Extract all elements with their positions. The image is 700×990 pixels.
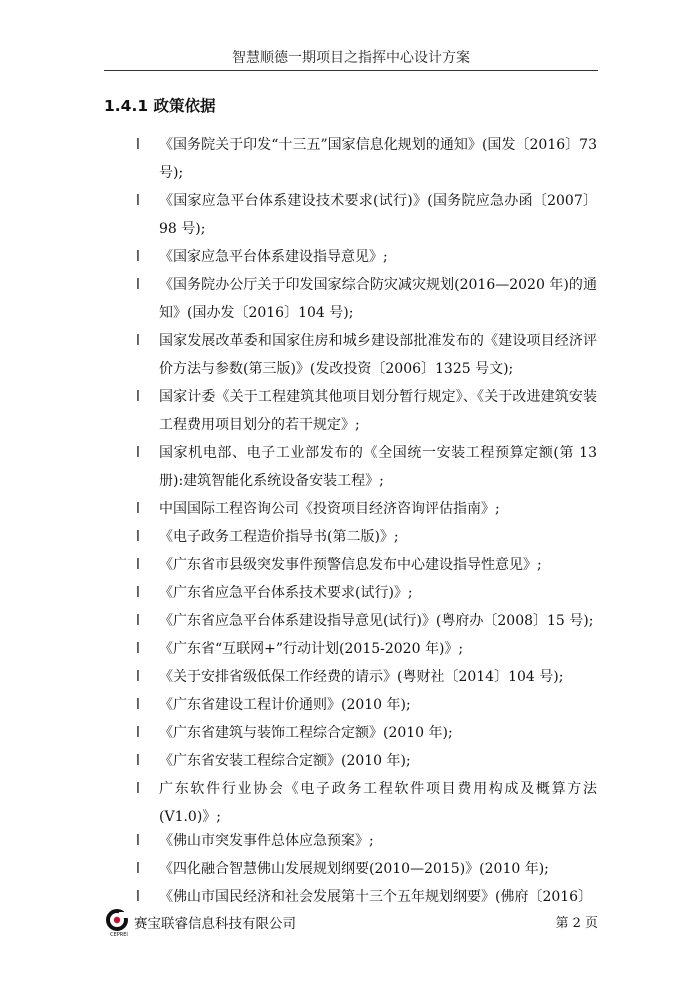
list-item-text: 中国国际工程咨询公司《投资项目经济咨询评估指南》; [159, 501, 500, 517]
bullet-marker: l [136, 641, 140, 657]
list-item-text: 《国家应急平台体系建设技术要求(试行)》(国务院应急办函〔2007〕98 号); [159, 193, 597, 237]
bullet-marker: l [136, 861, 140, 877]
list-item-text: 《广东省应急平台体系建设指导意见(试行)》(粤府办〔2008〕15 号); [159, 613, 594, 629]
bullet-marker: l [136, 193, 140, 209]
page-footer [104, 908, 598, 938]
list-item-text: 《广东省建设工程计价通则》(2010 年); [159, 697, 411, 713]
list-item-text: 《广东省市县级突发事件预警信息发布中心建设指导性意见》; [159, 557, 542, 573]
list-item-text: 《广东省“互联网+”行动计划(2015-2020 年)》; [159, 641, 464, 657]
bullet-marker: l [136, 669, 140, 685]
list-item-text: 国家机电部、电子工业部发布的《全国统一安装工程预算定额(第 13 册):建筑智能化系统设备安装工程》; [159, 445, 597, 489]
list-item-text: 《四化融合智慧佛山发展规划纲要(2010—2015)》(2010 年); [159, 861, 549, 877]
bullet-marker: l [136, 613, 140, 629]
company-name: 赛宝联睿信息科技有限公司 [134, 916, 296, 932]
logo-text: CEPREI [110, 932, 128, 938]
bullet-marker: l [136, 445, 140, 461]
list-item-text: 《广东省应急平台体系技术要求(试行)》; [159, 585, 413, 601]
bullet-marker: l [136, 725, 140, 741]
list-item-text: 《佛山市国民经济和社会发展第十三个五年规划纲要》(佛府〔2016〕 [159, 889, 593, 905]
bullet-marker: l [136, 557, 140, 573]
bullet-marker: l [136, 781, 140, 797]
bullet-marker: l [136, 389, 140, 405]
bullet-marker: l [136, 585, 140, 601]
bullet-marker: l [136, 501, 140, 517]
header-title: 智慧顺德一期项目之指挥中心设计方案 [232, 50, 470, 66]
bullet-marker: l [136, 333, 140, 349]
bullet-marker: l [136, 833, 140, 849]
page-header [104, 48, 598, 71]
bullet-marker: l [136, 529, 140, 545]
list-item-text: 《广东省建筑与装饰工程综合定额》(2010 年); [159, 725, 453, 741]
bullet-marker: l [136, 137, 140, 153]
list-item-text: 国家发展改革委和国家住房和城乡建设部批准发布的《建设项目经济评价方法与参数(第三版)》(发改投资〔2006〕1325 号文); [159, 333, 597, 377]
list-item-text: 《广东省安装工程综合定额》(2010 年); [159, 753, 411, 769]
list-item-text: 《电子政务工程造价指导书(第二版)》; [159, 529, 399, 545]
bullet-marker: l [136, 277, 140, 293]
section-title: 1.4.1 政策依据 [104, 97, 216, 115]
company-logo-icon [104, 908, 134, 938]
bullet-marker: l [136, 753, 140, 769]
list-item-text: 广东软件行业协会《电子政务工程软件项目费用构成及概算方法(V1.0)》; [159, 781, 597, 825]
page-number: 第 2 页 [555, 916, 598, 931]
list-item-text: 《国家应急平台体系建设指导意见》; [159, 249, 388, 265]
list-item-text: 《关于安排省级低保工作经费的请示》(粤财社〔2014〕104 号); [159, 669, 564, 685]
list-item-text: 国家计委《关于工程建筑其他项目划分暂行规定》、《关于改进建筑安装工程费用项目划分的若干规定》; [159, 389, 597, 433]
list-item-text: 《佛山市突发事件总体应急预案》; [159, 833, 374, 849]
bullet-marker: l [136, 889, 140, 905]
bullet-marker: l [136, 249, 140, 265]
list-item-text: 《国务院办公厅关于印发国家综合防灾减灾规划(2016—2020 年)的通知》(国办发〔2016〕104 号); [159, 277, 597, 321]
bullet-marker: l [136, 697, 140, 713]
list-item-text: 《国务院关于印发“十三五”国家信息化规划的通知》(国发〔2016〕73 号); [159, 137, 597, 181]
